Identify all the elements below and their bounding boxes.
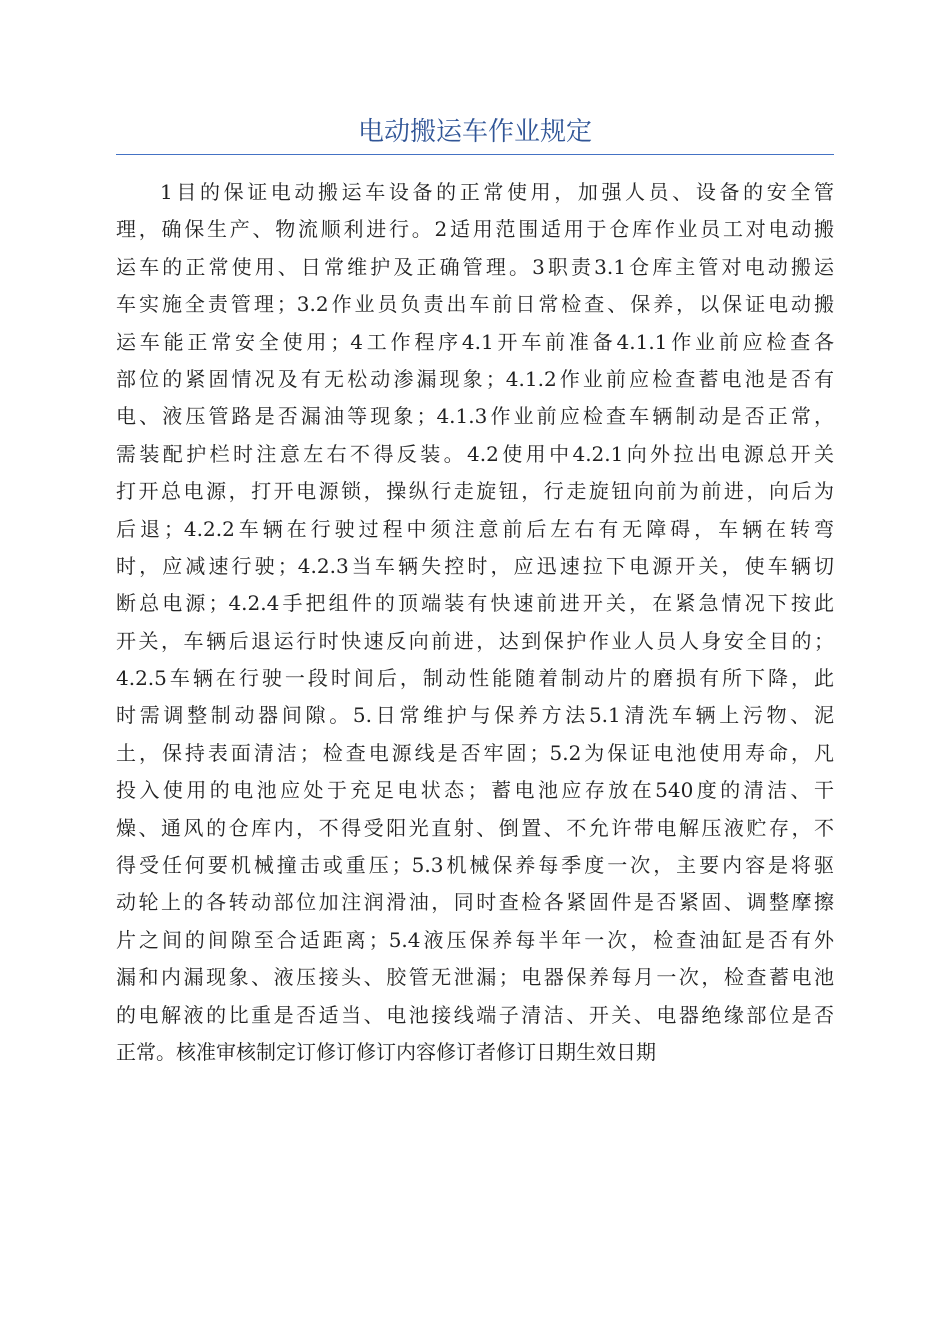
paragraph-line: 正常。核准审核制定订修订修订内容修订者修订日期生效日期	[116, 1039, 656, 1064]
paragraph-line: 开关，车辆后退运行时快速反向前进，达到保护作业人员人身安全目的；	[116, 628, 834, 653]
paragraph-line: 后退；4.2.2车辆在行驶过程中须注意前后左右有无障碍，车辆在转弯	[116, 516, 834, 541]
paragraph-line: 车实施全责管理；3.2作业员负责出车前日常检查、保养，以保证电动搬	[116, 292, 834, 317]
paragraph-line: 断总电源；4.2.4手把组件的顶端装有快速前进开关，在紧急情况下按此	[116, 591, 834, 616]
paragraph-line: 的电解液的比重是否适当、电池接线端子清洁、开关、电器绝缘部位是否	[116, 1002, 834, 1027]
paragraph-line: 燥、通风的仓库内，不得受阳光直射、倒置、不允许带电解压液贮存，不	[116, 815, 834, 840]
paragraph-line: 漏和内漏现象、液压接头、胶管无泄漏；电器保养每月一次，检查蓄电池	[116, 965, 834, 990]
paragraph-line: 部位的紧固情况及有无松动渗漏现象；4.1.2作业前应检查蓄电池是否有	[116, 366, 834, 391]
paragraph-line: 动轮上的各转动部位加注润滑油，同时查检各紧固件是否紧固、调整摩擦	[116, 890, 834, 915]
paragraph-line: 1目的保证电动搬运车设备的正常使用，加强人员、设备的安全管	[160, 180, 834, 204]
paragraph-line: 得受任何要机械撞击或重压；5.3机械保养每季度一次，主要内容是将驱	[116, 853, 834, 878]
paragraph-line: 理，确保生产、物流顺利进行。2适用范围适用于仓库作业员工对电动搬	[116, 217, 834, 242]
paragraph-line: 运车的正常使用、日常维护及正确管理。3职责3.1仓库主管对电动搬运	[116, 254, 834, 279]
title-underline	[116, 154, 834, 155]
paragraph-line: 土，保持表面清洁；检查电源线是否牢固；5.2为保证电池使用寿命，凡	[116, 740, 834, 765]
paragraph-line: 需装配护栏时注意左右不得反装。4.2使用中4.2.1向外拉出电源总开关	[116, 441, 834, 466]
paragraph-line: 打开总电源，打开电源锁，操纵行走旋钮，行走旋钮向前为前进，向后为	[116, 479, 834, 504]
paragraph-line: 片之间的间隙至合适距离；5.4液压保养每半年一次，检查油缸是否有外	[116, 927, 834, 952]
paragraph-line: 投入使用的电池应处于充足电状态；蓄电池应存放在540度的清洁、干	[116, 778, 834, 803]
paragraph-line: 运车能正常安全使用；4工作程序4.1开车前准备4.1.1作业前应检查各	[116, 329, 834, 354]
paragraph-line: 电、液压管路是否漏油等现象；4.1.3作业前应检查车辆制动是否正常，	[116, 404, 834, 429]
body-paragraph	[116, 174, 834, 1071]
paragraph-line: 时需调整制动器间隙。5.日常维护与保养方法5.1清洗车辆上污物、泥	[116, 703, 834, 728]
paragraph-line: 时，应减速行驶；4.2.3当车辆失控时，应迅速拉下电源开关，使车辆切	[116, 553, 834, 578]
paragraph-line: 4.2.5车辆在行驶一段时间后，制动性能随着制动片的磨损有所下降，此	[116, 666, 834, 691]
document-title: 电动搬运车作业规定	[357, 117, 592, 147]
